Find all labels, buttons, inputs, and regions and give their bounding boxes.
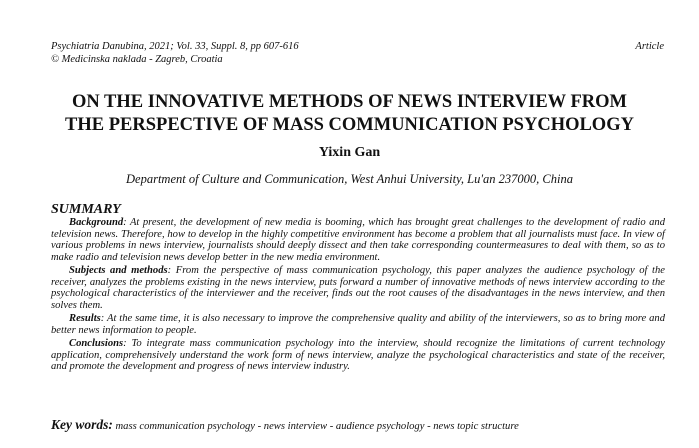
journal-citation: Psychiatria Danubina, 2021; Vol. 33, Suppl. 8, pp 607-616 [51, 41, 299, 52]
title-line-2: THE PERSPECTIVE OF MASS COMMUNICATION PSYCHOLOGY [65, 115, 634, 135]
abstract-background [51, 217, 665, 263]
article-title [0, 91, 699, 137]
summary-heading: SUMMARY [51, 202, 121, 217]
keywords-line [51, 418, 681, 434]
section-label: Subjects and methods [69, 265, 168, 276]
author-affiliation: Department of Culture and Communication, West Anhui University, Lu'an 237000, China [126, 172, 573, 186]
abstract-methods [51, 265, 665, 311]
abstract-body [51, 217, 665, 373]
section-label: Conclusions [69, 338, 124, 349]
section-text: : To integrate mass communication psychology into the interview, should recognize the limitations of current technology application, comprehensively understand the work form of news interview, analyze the psychological characteristics and state of the receiver, and promote the development and progress of news interview industry. [51, 338, 665, 372]
journal-header [51, 40, 299, 66]
keywords-text: mass communication psychology - news interview - audience psychology - news topic structure [112, 421, 519, 432]
article-type-label: Article [635, 41, 664, 52]
section-label: Results [69, 313, 101, 324]
title-line-1: ON THE INNOVATIVE METHODS OF NEWS INTERVIEW FROM [72, 92, 627, 112]
section-text: : At present, the development of new media is booming, which has brought great challenges to the development of radio and television news. Therefore, how to develop in the highly competitive environment has become a problem that all journalists must face. In view of various problems in news interview, journalists should deeply dissect and then take corresponding countermeasures to deal with them, so as to make radio and television news develop better in the new media environment. [51, 217, 665, 263]
section-label: Background [69, 217, 124, 228]
abstract-results [51, 313, 665, 336]
abstract-conclusions [51, 338, 665, 373]
keywords-label: Key words: [51, 417, 113, 432]
section-text: : At the same time, it is also necessary to improve the comprehensive quality and ability of the interviewers, so as to bring more and better news information to people. [51, 313, 665, 336]
author-name: Yixin Gan [318, 145, 381, 160]
section-text: : From the perspective of mass communication psychology, this paper analyzes the audience psychology of the receiver, analyzes the problems existing in the news interview, puts forward a number of innovative methods of news interview according to the psychological characteristics of the interviewer and the receiver, finds out the root causes of the disadvantages in the news interview, and then solves them. [51, 265, 665, 311]
publisher-line: © Medicinska naklada - Zagreb, Croatia [51, 54, 223, 65]
